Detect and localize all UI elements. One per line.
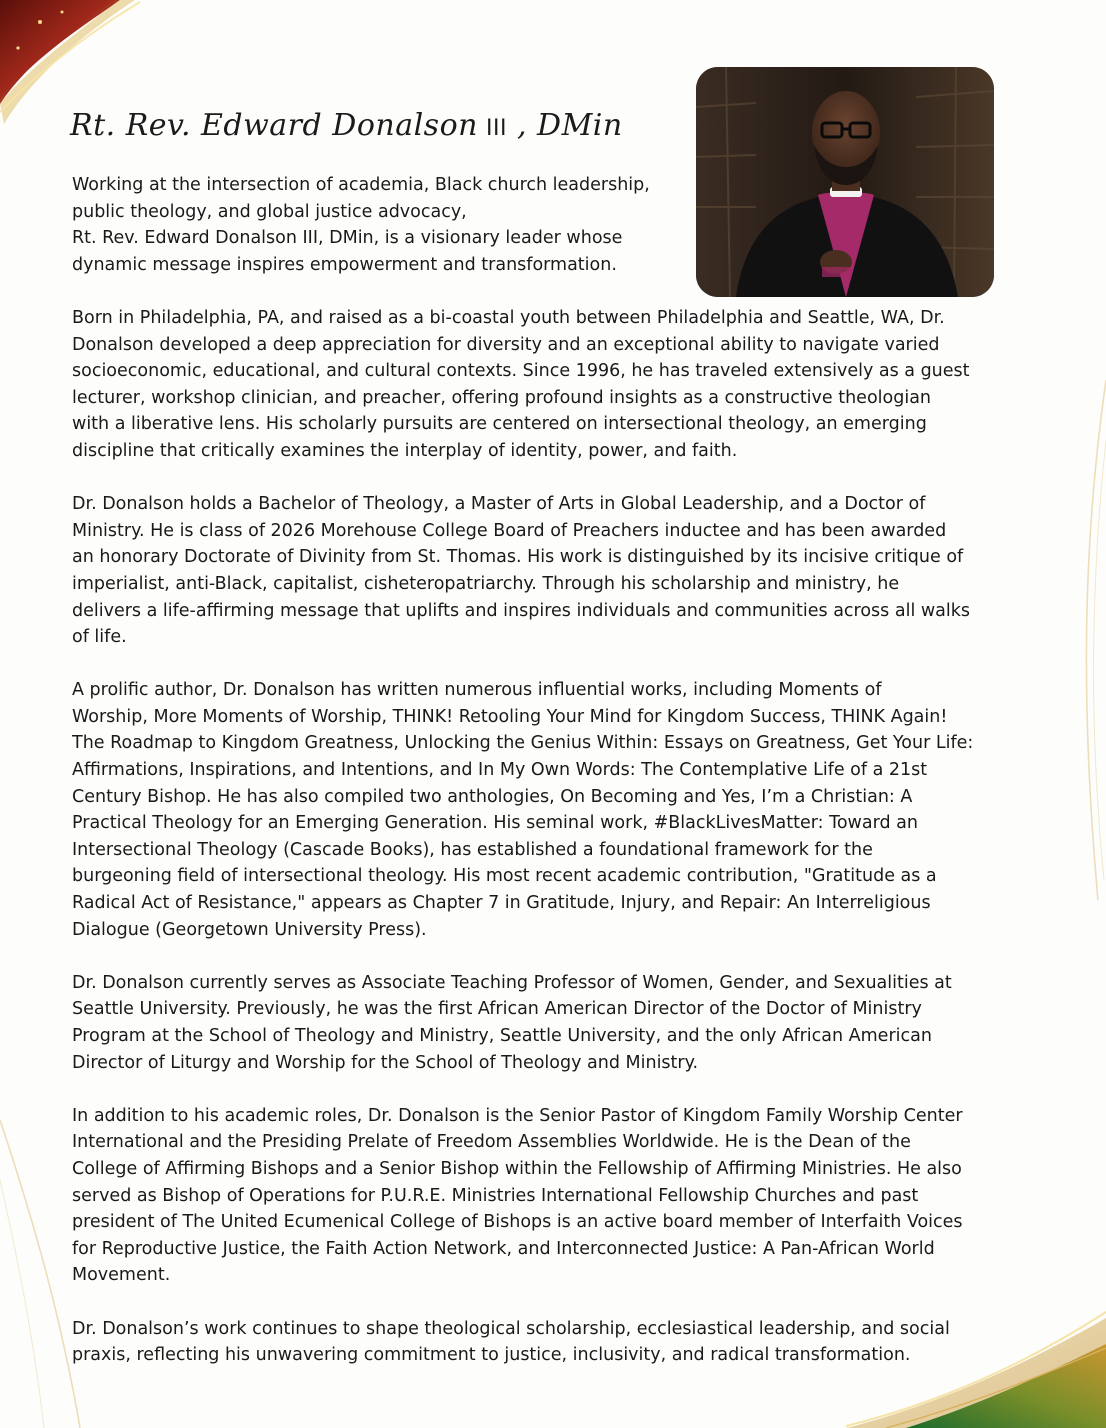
title-name: Rt. Rev. Edward Donalson [70,108,478,143]
decorative-swoosh-right [1046,380,1106,900]
bio-intro: Working at the intersection of academia, Black church leadership, public theology, and global justice advocacy, Rt. Rev. Edward Donalson III, DMin, is a visionary leader whose dynamic message inspires empowerment and transformation. [72,175,650,275]
bio-paragraph-closing: Dr. Donalson’s work continues to shape theological scholarship, ecclesiastical leadership, and social praxis, reflecting his unwavering commitment to justice, inclusivity, and radical transformation. [72,1318,950,1366]
bio-paragraph-birth: Born in Philadelphia, PA, and raised as a bi-coastal youth between Philadelphia and Seattle, WA, Dr. Donalson developed a deep appreciation for diversity and an exceptional ability to navigate varied socioeconomic, educational, and cultural contexts. Since 1996, he has traveled extensively as a guest lecturer, workshop clinician, and preacher, offering profound insights as a constructive theologian with a liberative lens. His scholarly pursuits are centered on intersectional theology, an emerging discipline that critically examines the interplay of identity, power, and faith. [72,307,970,461]
title-suffix: , DMin [516,108,623,143]
bio-body [72,172,1042,1369]
title-numeral: III [485,116,507,141]
bio-paragraph-professor: Dr. Donalson currently serves as Associate Teaching Professor of Women, Gender, and Sexualities at Seattle University. Previously, he was the first African American Director of the Doctor of Ministry Program at the School of Theology and Ministry, Seattle University, and the only African American Director of Liturgy and Worship for the School of Theology and Ministry. [72,972,952,1073]
bio-paragraph-author: A prolific author, Dr. Donalson has written numerous influential works, including Moments of Worship, More Moments of Worship, THINK! Retooling Your Mind for Kingdom Success, THINK Again! The Roadmap to Kingdom Greatness, Unlocking the Genius Within: Essays on Greatness, Get Your Life: Affirmations, Inspirations, and Intentions, and In My Own Words: The Contemplative Life of a 21st Century Bishop. He has also compiled two anthologies, On Becoming and Yes, I’m a Christian: A Practical Theology for an Emerging Generation. His seminal work, #BlackLivesMatter: Toward an Intersectional Theology (Cascade Books), has established a foundational framework for the burgeoning field of intersectional theology. His most recent academic contribution, "Gratitude as a Radical Act of Resistance," appears as Chapter 7 in Gratitude, Injury, and Repair: An Interreligious Dialogue (Georgetown University Press). [72,680,974,940]
bio-paragraph-pastor: In addition to his academic roles, Dr. Donalson is the Senior Pastor of Kingdom Family Worship Center International and the Presiding Prelate of Freedom Assemblies Worldwide. He is the Dean of the College of Affirming Bishops and a Senior Bishop within the Fellowship of Affirming Ministries. He also served as Bishop of Operations for P.U.R.E. Ministries International Fellowship Churches and past president of The United Ecumenical College of Bishops is an active board member of Interfaith Voices for Reproductive Justice, the Faith Action Network, and Interconnected Justice: A Pan-African World Movement. [72,1105,963,1286]
page-title [70,108,623,143]
bio-paragraph-education: Dr. Donalson holds a Bachelor of Theology, a Master of Arts in Global Leadership, and a Doctor of Ministry. He is class of 2026 Morehouse College Board of Preachers inductee and has been awarded an honorary Doctorate of Divinity from St. Thomas. His work is distinguished by its incisive critique of imperialist, anti-Black, capitalist, cisheteropatriarchy. Through his scholarship and ministry, he delivers a life-affirming message that uplifts and inspires individuals and communities across all walks of life. [72,494,971,648]
